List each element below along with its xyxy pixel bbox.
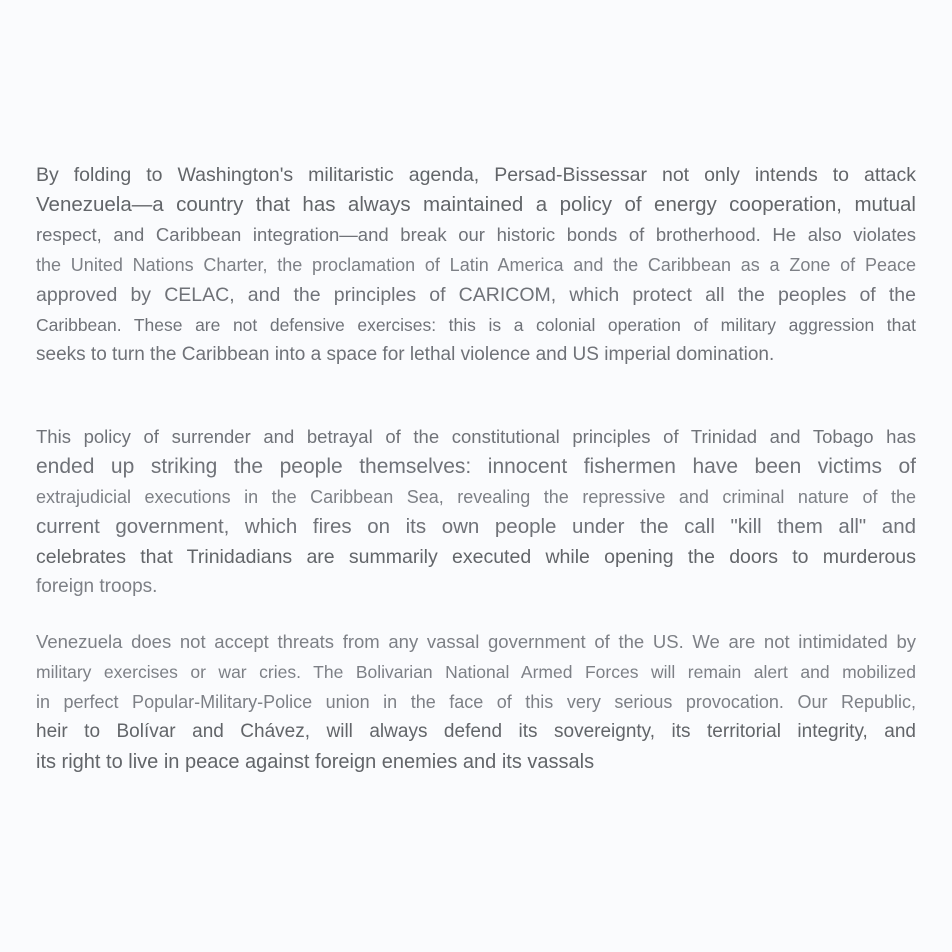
text-line: foreign troops. (36, 576, 158, 597)
text-line: seeks to turn the Caribbean into a space for lethal violence and US imperial domination. (36, 344, 775, 365)
paragraph-3 (36, 627, 916, 777)
text-line: This policy of surrender and betrayal of the constitutional principles of Trinidad and Tobago has (36, 426, 916, 447)
text-line: ended up striking the people themselves: innocent fishermen have been victims of (36, 455, 916, 478)
text-line: extrajudicial executions in the Caribbean Sea, revealing the repressive and criminal nature of the (36, 487, 916, 507)
text-line: heir to Bolívar and Chávez, will always defend its sovereignty, its territorial integrity, and (36, 721, 916, 742)
text-line: in perfect Popular-Military-Police union in the face of this very serious provocation. Our Republic, (36, 692, 916, 712)
text-line: Caribbean. These are not defensive exercises: this is a colonial operation of military aggression that (36, 315, 916, 335)
text-line: the United Nations Charter, the proclamation of Latin America and the Caribbean as a Zone of Peace (36, 255, 916, 275)
text-line: celebrates that Trinidadians are summarily executed while opening the doors to murderous (36, 546, 916, 568)
text-line: its right to live in peace against foreign enemies and its vassals (36, 751, 595, 773)
text-line: By folding to Washington's militaristic agenda, Persad-Bissessar not only intends to attack (36, 164, 916, 186)
paragraph-1 (36, 160, 916, 370)
text-line: respect, and Caribbean integration—and break our historic bonds of brotherhood. He also violates (36, 224, 916, 245)
paragraph-2 (36, 422, 916, 602)
text-line: approved by CELAC, and the principles of CARICOM, which protect all the peoples of the (36, 284, 916, 306)
text-line: current government, which fires on its own people under the call "kill them all" and (36, 515, 916, 538)
text-line: military exercises or war cries. The Bolivarian National Armed Forces will remain alert and mobilized (36, 662, 916, 682)
text-line: Venezuela does not accept threats from any vassal government of the US. We are not intimidated by (36, 631, 916, 652)
text-line: Venezuela—a country that has always maintained a policy of energy cooperation, mutual (36, 193, 916, 216)
